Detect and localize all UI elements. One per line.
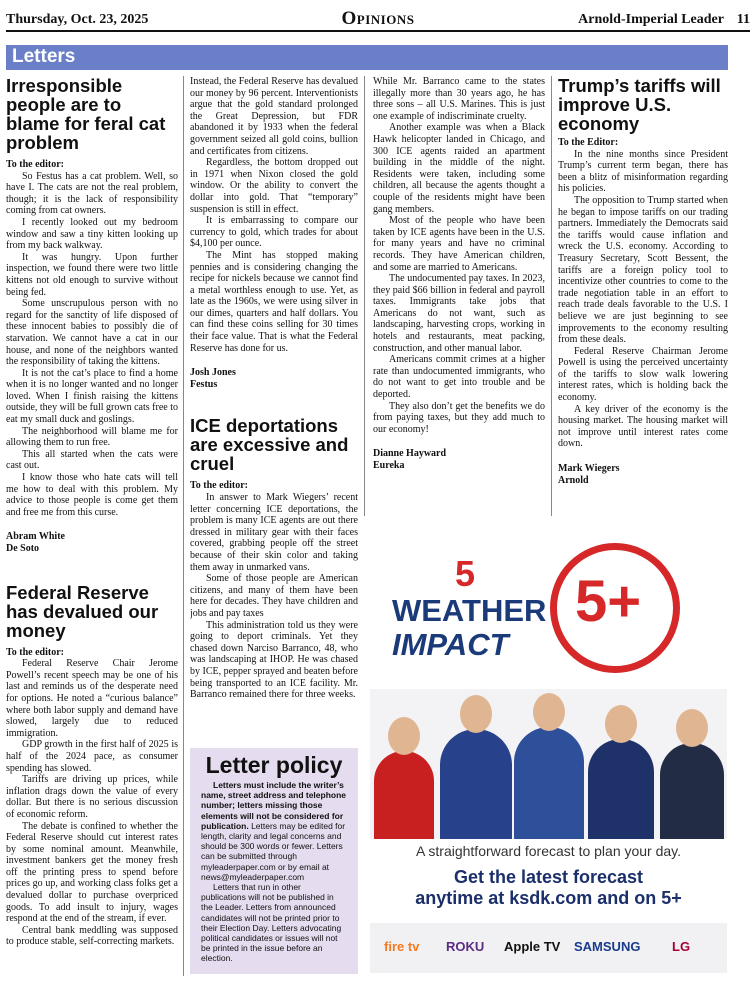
column-divider bbox=[183, 76, 184, 976]
letter-policy-title: Letter policy bbox=[205, 752, 343, 778]
letter-fed-salutation: To the editor: bbox=[6, 646, 64, 658]
paragraph: Most of the people who have been taken by ICE agents have been in the U.S. for many years and have no criminal records. They have American children, and some are married to Americans. bbox=[373, 215, 545, 273]
letters-section-bar bbox=[6, 45, 728, 70]
letter-fed-author: Josh Jones bbox=[190, 367, 236, 379]
paragraph: In answer to Mark Wiegers’ recent letter concerning ICE deportations, the problem is many ICE agents are out there dressed in military gear with their faces covered, grabbing people off the street because of their skin color and taking them away in unmarked vans. bbox=[190, 492, 358, 573]
ksdk-5-logo: 5 bbox=[455, 553, 476, 594]
paragraph: While Mr. Barranco came to the states illegally more than 30 years ago, he has three sons – all U.S. Marines. This is just one example of indiscriminate cruelty. bbox=[373, 76, 545, 122]
letter-ice-body-a bbox=[190, 492, 358, 701]
letter-cats-body bbox=[6, 171, 178, 519]
weather-team-photo bbox=[370, 689, 727, 839]
paragraph: The debate is confined to whether the Federal Reserve should cut interest rates by some nominal amount. Meanwhile, investment bankers get the money fresh off the printing press to spend before prices go up, and working class folks get a devalued dollar to purchase overpriced goods. To add insult to injury, wages respond at the end of the stream, if ever. bbox=[6, 820, 178, 925]
paragraph: Instead, the Federal Reserve has devalued our money by 96 percent. Interventionists argue that the gold standard prolonged the Great Depression, but FDR abandoned it by 1933 when the federal government seized all gold coins, bullion and certificates from citizens. bbox=[190, 76, 358, 157]
paragraph: Federal Reserve Chairman Jerome Powell is using the perceived uncertainty of the tariffs to slow walk lowering interest rates, which is holding back the economy. bbox=[558, 345, 728, 404]
column-3 bbox=[373, 76, 545, 516]
letter-policy-text bbox=[201, 780, 347, 882]
ad-call-to-action[interactable]: Get the latest forecast anytime at ksdk.com and on 5+ bbox=[415, 867, 682, 908]
issue-date: Thursday, Oct. 23, 2025 bbox=[6, 12, 149, 27]
letters-section-label: Letters bbox=[12, 46, 76, 67]
paragraph: Tariffs are driving up prices, while inflation drags down the value of every dollar. But there is no serious discussion of economic reform. bbox=[6, 774, 178, 820]
letter-fed-body-a bbox=[6, 658, 178, 948]
letter-policy-rules: Letters that run in other publications will not be published in the Leader. Letters from announced candidates will not be printed prior to their Election Day. Letters advocating political candidates or issues will not be printed in the issue before an election. bbox=[201, 882, 342, 964]
page-header bbox=[6, 8, 750, 32]
column-2 bbox=[190, 76, 358, 744]
weather-impact-advertisement[interactable] bbox=[370, 519, 727, 974]
paragraph: Some of those people are American citizens, and many of them have been here for decades. They have children and jobs and pay taxes bbox=[190, 573, 358, 619]
column-4 bbox=[558, 76, 728, 516]
paragraph: It is not the cat’s place to find a home when it is no longer wanted and no longer loved. When I finish raising the kittens outside, they will be full grown cats free to eat my small duck and goslings. bbox=[6, 367, 178, 426]
letter-tariffs-author: Mark Wiegers bbox=[558, 463, 620, 475]
meteorologist-figure bbox=[514, 727, 584, 839]
column-1 bbox=[6, 76, 178, 978]
paragraph: So Festus has a cat problem. Well, so have I. The cats are not the real problem, though; it is the lack of responsibility coming from cat owners. bbox=[6, 170, 178, 217]
five-plus-ring-logo: 5+ bbox=[550, 543, 680, 673]
roku-logo: ROKU bbox=[446, 939, 485, 954]
column-divider bbox=[551, 76, 552, 516]
paper-name: Arnold-Imperial Leader bbox=[578, 12, 724, 27]
letter-cats-author: Abram White bbox=[6, 531, 65, 543]
paragraph: Federal Reserve Chair Jerome Powell’s recent speech may be one of his last and reminds us of the desperate need for options. He noted a “curious balance” where both labor supply and demand have slowed, largely due to reduced immigration. bbox=[6, 658, 178, 739]
letter-tariffs-body bbox=[558, 149, 728, 450]
paragraph: The Mint has stopped making pennies and is considering changing the recipe for nickels because we cannot find a metal worthless enough to use. Yet, as late as the 1960s, we were using silver in our dimes, quarters and half dollars. You can find these coins selling for 30 times their face value. That is what the Federal Reserve has done for us. bbox=[190, 249, 358, 354]
meteorologist-figure bbox=[660, 743, 724, 839]
letter-cats-salutation: To the editor: bbox=[6, 159, 64, 170]
samsung-logo: SAMSUNG bbox=[574, 939, 641, 954]
paragraph: In the nine months since President Trump’s current term began, there has been a blitz of misinformation regarding his policies. bbox=[558, 148, 728, 195]
column-divider bbox=[364, 76, 365, 516]
letter-tariffs-town: Arnold bbox=[558, 474, 589, 486]
page-number: 11 bbox=[736, 12, 750, 27]
paragraph: This administration told us they were going to deport criminals. Yet they chased down Narciso Barranco, 48, who was landscaping at IHOP. He was chased by ICE, pepper sprayed and beaten before being transported to an ICE facility. Mr. Barranco remained there for three weeks. bbox=[190, 619, 358, 701]
letter-fed-town: Festus bbox=[190, 378, 218, 390]
meteorologist-figure bbox=[440, 729, 512, 839]
firetv-logo: fire tv bbox=[384, 939, 420, 954]
meteorologist-figure bbox=[588, 739, 654, 839]
streaming-platforms bbox=[370, 923, 727, 973]
letter-ice-headline: ICE deportations are excessive and cruel bbox=[190, 415, 349, 475]
section-title: Opinions bbox=[341, 8, 415, 29]
paragraph: They also don’t get the benefits we do from paying taxes, but they add much to our economy! bbox=[373, 400, 545, 435]
letter-tariffs-headline: Trump’s tariffs will improve U.S. economy bbox=[558, 76, 721, 134]
letter-fed-headline: Federal Reserve has devalued our money bbox=[6, 581, 159, 641]
paragraph: This all started when the cats were cast out. bbox=[6, 448, 178, 472]
letter-tariffs-salutation: To the Editor: bbox=[558, 137, 619, 148]
meteorologist-figure bbox=[374, 751, 434, 839]
letter-policy-details: Letters may be edited for length, clarity and legal concerns and should be 300 words or fewer. Letters can be submitted through myleaderpaper.com or by email at news@myleaderpaper.com bbox=[201, 820, 346, 882]
letter-policy-requirements: Letters must include the writer’s name, street address and telephone number; letters missing those elements will not be considered for publication. bbox=[201, 780, 347, 831]
lg-logo: LG bbox=[672, 939, 691, 954]
paragraph: It was hungry. Upon further inspection, we found there were two little kittens not old enough to survive without being fed. bbox=[6, 251, 178, 298]
paragraph: The opposition to Trump started when he began to impose tariffs on our trading partners. Immediately the Democrats said the tariffs would cause inflation and wreck the U.S. economy. According to Treasury Secretary, Scott Bessent, the tariffs are a foreign policy tool to incentivize other countries to come to the trade negotiation table in an effort to reach trade deals favorable to the U.S. I believe we are just beginning to see improvements to the economy resulting from these deals. bbox=[558, 194, 728, 346]
paragraph: Another example was when a Black Hawk helicopter landed in Chicago, and 300 ICE agents raided an apartment building in the middle of the night. Residents were taken, including some children, all because the agents thought a couple of the residents might have been gang members. bbox=[373, 122, 545, 215]
ad-tagline: A straightforward forecast to plan your day. bbox=[415, 843, 682, 859]
letter-ice-town: Eureka bbox=[373, 460, 405, 471]
paragraph: The undocumented pay taxes. In 2023, they paid $66 billion in federal and payroll taxes. Immigrants take jobs that Americans do not want, such as landscaping, harvesting crops, working in hotels and restaurants, meat packing, construction, and other manual labor. bbox=[373, 273, 545, 354]
letter-cats-headline: Irresponsible people are to blame for feral cat problem bbox=[6, 76, 166, 153]
paragraph: The neighborhood will blame me for allowing them to run free. bbox=[6, 425, 178, 449]
paragraph: I know those who hate cats will tell me how to deal with this problem. My advice to those people is come get them and free me from this curse. bbox=[6, 472, 178, 518]
paragraph: Americans commit crimes at a higher rate than undocumented immigrants, who do not want to get into trouble and be deported. bbox=[373, 354, 545, 401]
letter-policy-box bbox=[190, 748, 358, 974]
letter-ice-salutation: To the editor: bbox=[190, 480, 248, 492]
paragraph: Some unscrupulous person with no regard for the sanctity of life disposed of these innocent babies to possibly die of starvation. We cannot have a cat in our house, and none of the neighbors wanted the responsibility of taking the kittens. bbox=[6, 298, 178, 368]
letter-cats-town: De Soto bbox=[6, 543, 40, 554]
paragraph: GDP growth in the first half of 2025 is half of the 2024 pace, as consumer spending has slowed. bbox=[6, 739, 178, 774]
weather-impact-logo: WEATHER IMPACT bbox=[392, 593, 547, 662]
paragraph: It is embarrassing to compare our currency to gold, which trades for about $4,100 per ounce. bbox=[190, 215, 358, 250]
paragraph: I recently looked out my bedroom window and saw a tiny kitten looking up from my back walkway. bbox=[6, 216, 178, 252]
paragraph: Regardless, the bottom dropped out in 1971 when Nixon closed the gold window. Or the ability to convert the dollar into gold. That “temporary” suspension is still in effect. bbox=[190, 157, 358, 215]
letter-ice-body-b bbox=[373, 76, 545, 435]
letter-ice-author: Dianne Hayward bbox=[373, 448, 447, 460]
paragraph: A key driver of the economy is the housing market. The housing market will not improve until interest rates come down. bbox=[558, 403, 728, 450]
paragraph: Central bank meddling was supposed to produce stable, self-correcting markets. bbox=[6, 924, 178, 948]
letter-fed-body-b bbox=[190, 76, 358, 354]
appletv-logo: Apple TV bbox=[504, 939, 561, 954]
